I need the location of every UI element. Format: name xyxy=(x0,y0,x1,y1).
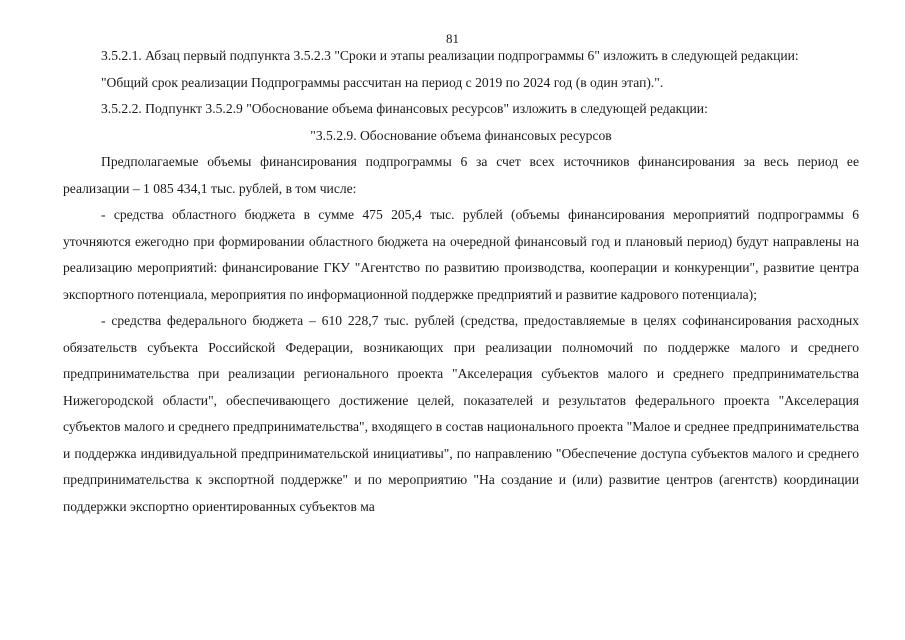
paragraph-federal-budget: - средства федерального бюджета – 610 228,7 тыс. рублей (средства, предоставляемые в целях софинансирования расходных обязательств субъекта Российской Федерации, возникающих при реализации полномочий по поддержке малого и среднего предпринимательства при реализации регионального проекта "Акселерация субъектов малого и среднего предпринимательства Нижегородской области", обеспечивающего достижение целей, показателей и результатов федерального проекта "Акселерация субъектов малого и среднего предпринимательства", входящего в состав национального проекта "Малое и среднее предпринимательства и поддержка индивидуальной предпринимательской инициативы", по направлению "Обеспечение доступа субъектов малого и среднего предпринимательства к экспортной поддержке" и по мероприятию "На создание и (или) развитие центров (агентств) координации поддержки экспортно ориентированных субъектов ма xyxy=(63,313,859,514)
paragraph-3-5-2-2: 3.5.2.2. Подпункт 3.5.2.9 "Обоснование объема финансовых ресурсов" изложить в следующей редакции: xyxy=(101,101,708,116)
paragraph-quoted-period: "Общий срок реализации Подпрограммы рассчитан на период с 2019 по 2024 год (в один этап).". xyxy=(101,74,664,90)
document-body xyxy=(63,43,859,520)
paragraph-total-funding: Предполагаемые объемы финансирования подпрограммы 6 за счет всех источников финансирования за весь период ее реализации – 1 085 434,1 тыс. рублей, в том числе: xyxy=(63,154,859,196)
section-heading: "3.5.2.9. Обоснование объема финансовых ресурсов xyxy=(310,127,612,143)
paragraph-regional-budget: - средства областного бюджета в сумме 475 205,4 тыс. рублей (объемы финансирования мероприятий подпрограммы 6 уточняются ежегодно при формировании областного бюджета на очередной финансовый год и плановый период) будут направлены на реализацию мероприятий: финансирование ГКУ "Агентство по развитию производства, кооперации и конкуренции", развитие центра экспортного потенциала, мероприятия по информационной поддержке предприятий и развитие кадрового потенциала); xyxy=(63,207,859,302)
paragraph-3-5-2-1: 3.5.2.1. Абзац первый подпункта 3.5.2.3 "Сроки и этапы реализации подпрограммы 6" изложить в следующей редакции: xyxy=(101,48,799,63)
page-number: 81 xyxy=(446,31,459,46)
